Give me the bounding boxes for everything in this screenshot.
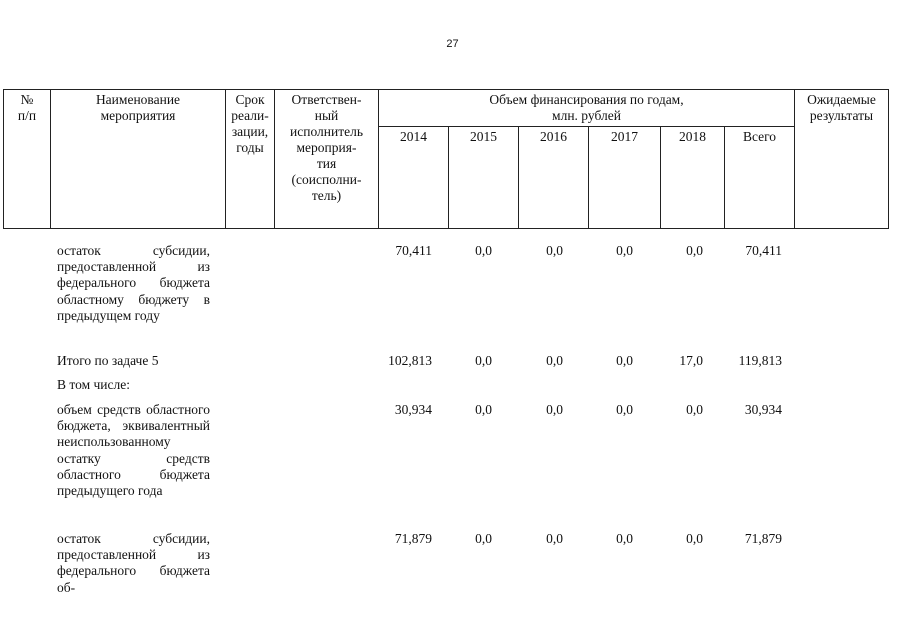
header-year-2018: 2018 (661, 127, 725, 229)
cell-2017: 0,0 (616, 402, 633, 417)
cell-2014: 70,411 (395, 243, 432, 258)
header-responsible: Ответствен- ный исполнитель мероприя- тия (соисполни- тель) (275, 90, 379, 229)
row-name: Итого по задаче 5 (57, 353, 159, 368)
header-total: Всего (725, 127, 795, 229)
cell-2015: 0,0 (475, 243, 492, 258)
cell-2017: 0,0 (616, 353, 633, 368)
cell-2016: 0,0 (546, 243, 563, 258)
cell-2014: 102,813 (388, 353, 432, 368)
header-year-2014: 2014 (379, 127, 449, 229)
cell-2017: 0,0 (616, 531, 633, 546)
row-name: В том числе: (57, 377, 130, 392)
header-term: Срок реали- зации, годы (226, 90, 275, 229)
cell-2014: 30,934 (394, 402, 432, 417)
cell-2015: 0,0 (475, 353, 492, 368)
cell-2015: 0,0 (475, 531, 492, 546)
cell-total: 70,411 (745, 243, 782, 258)
row-name: остаток субсидии, предоставленной из федерального бюджета об- (57, 531, 210, 595)
row-name: остаток субсидии, предоставленной из федерального бюджета областному бюджету в предыдущем году (57, 243, 210, 323)
cell-2016: 0,0 (546, 402, 563, 417)
cell-2017: 0,0 (616, 243, 633, 258)
cell-total: 119,813 (738, 353, 782, 368)
cell-2015: 0,0 (475, 402, 492, 417)
cell-2018: 0,0 (686, 531, 703, 546)
header-year-2015: 2015 (449, 127, 519, 229)
page-number: 27 (446, 38, 459, 50)
header-expected: Ожидаемые результаты (795, 90, 889, 229)
row-name: объем средств областного бюджета, эквивалентный неиспользованному остатку средств областного бюджета предыдущего года (57, 402, 210, 499)
cell-2018: 0,0 (686, 402, 703, 417)
cell-total: 30,934 (744, 402, 782, 417)
cell-2018: 17,0 (679, 353, 703, 368)
table-header (3, 89, 889, 229)
header-funding: Объем финансирования по годам, млн. рублей (379, 90, 795, 127)
cell-total: 71,879 (744, 531, 782, 546)
header-name: Наименование мероприятия (51, 90, 226, 229)
cell-2018: 0,0 (686, 243, 703, 258)
cell-2016: 0,0 (546, 353, 563, 368)
cell-2014: 71,879 (394, 531, 432, 546)
cell-2016: 0,0 (546, 531, 563, 546)
header-year-2016: 2016 (519, 127, 589, 229)
header-number: № п/п (4, 90, 51, 229)
header-year-2017: 2017 (589, 127, 661, 229)
